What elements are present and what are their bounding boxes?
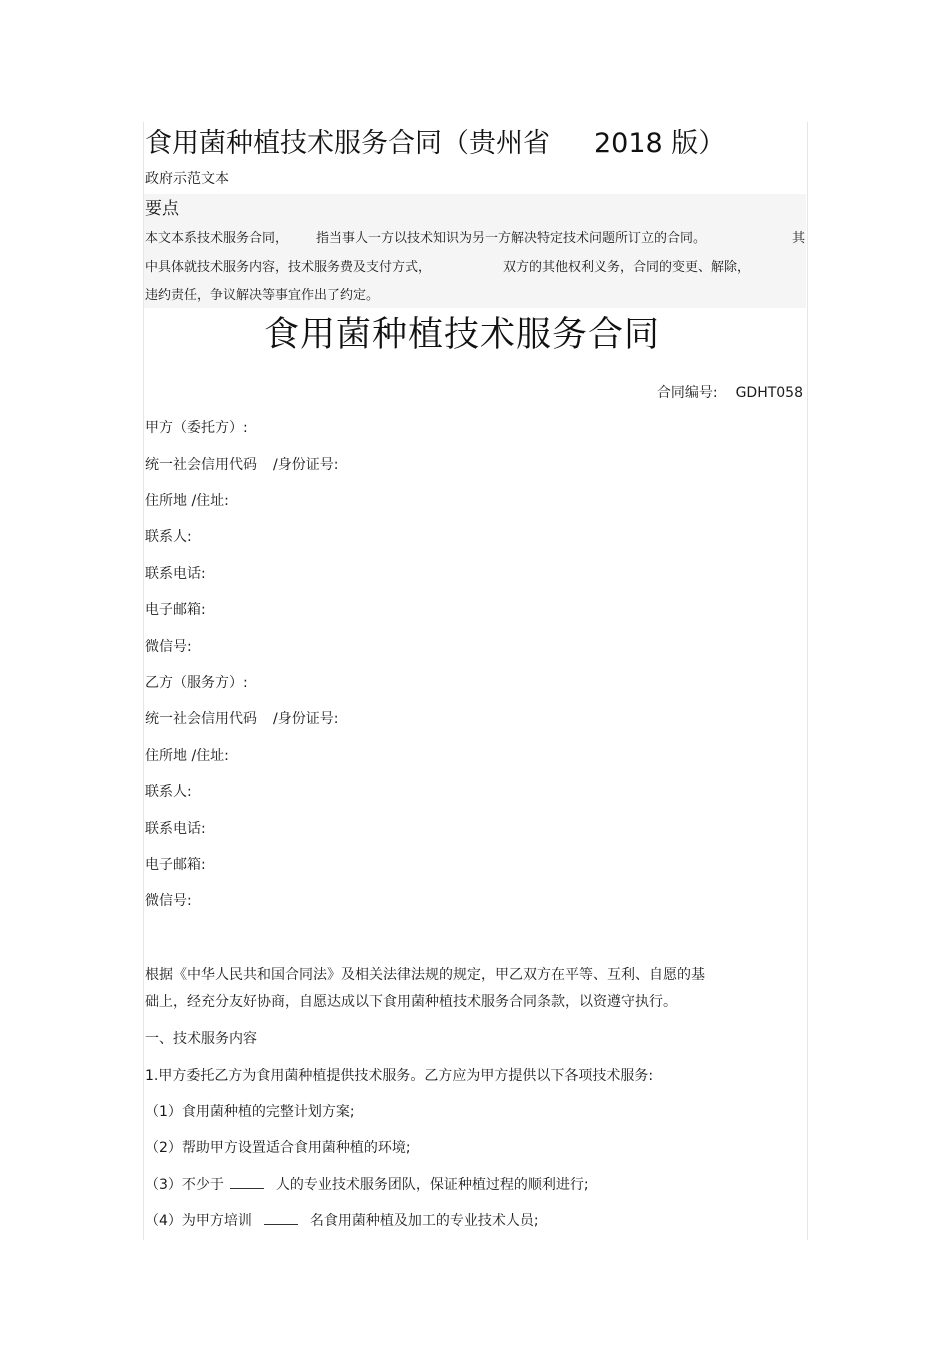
preamble-line-1: 根据《中华人民共和国合同法》及相关法律法规的规定，甲乙双方在平等、互利、自愿的基 [145, 967, 705, 983]
summary-line-2-b: 双方的其他权利义务，合同的变更、解除， [503, 260, 751, 275]
section-1-item-1: （1）食用菌种植的完整计划方案; [145, 1104, 355, 1120]
party-b-wechat-field: 微信号: [145, 893, 192, 909]
summary-line-1-c: 其 [792, 231, 806, 246]
section-1-item-3 [145, 1176, 589, 1194]
summary-line-1-a: 本文本系技术服务合同， [145, 231, 289, 246]
contract-title: 食用菌种植技术服务合同 [264, 315, 661, 355]
section-1-item-2: （2）帮助甲方设置适合食用菌种植的环境; [145, 1140, 411, 1156]
item-3-prefix: （3）不少于 [145, 1177, 224, 1193]
party-b-address-field: 住所地 /住址: [145, 748, 229, 764]
summary-line-3: 违约责任，争议解决等事宜作出了约定。 [145, 288, 380, 303]
document-title [145, 124, 725, 164]
party-a-code-label-1: 统一社会信用代码 [145, 457, 257, 473]
document-title-main: 食用菌种植技术服务合同（贵州省 [145, 128, 550, 159]
item-3-suffix: 人的专业技术服务团队，保证种植过程的顺利进行; [275, 1177, 589, 1193]
party-b-title: 乙方（服务方）: [145, 675, 248, 691]
item-4-blank [264, 1212, 298, 1225]
party-b-code-field [145, 710, 338, 728]
contract-number-value: GDHT058 [735, 385, 803, 401]
document-subtitle: 政府示范文本 [145, 171, 229, 187]
section-1-heading: 一、技术服务内容 [145, 1031, 257, 1047]
party-a-address-field: 住所地 /住址: [145, 493, 229, 509]
party-a-title: 甲方（委托方）: [145, 420, 248, 436]
contract-number [657, 384, 803, 402]
item-3-blank [230, 1176, 264, 1189]
item-4-prefix: （4）为甲方培训 [145, 1213, 252, 1229]
party-a-code-label-2: /身份证号: [273, 457, 339, 473]
party-b-email-field: 电子邮箱: [145, 857, 206, 873]
document-title-year: 2018 版） [594, 128, 726, 159]
party-a-email-field: 电子邮箱: [145, 602, 206, 618]
preamble-line-2: 础上，经充分友好协商，自愿达成以下食用菌种植技术服务合同条款，以资遵守执行。 [145, 994, 677, 1010]
party-b-code-label-1: 统一社会信用代码 [145, 711, 257, 727]
party-b-code-label-2: /身份证号: [273, 711, 339, 727]
summary-line-2-a: 中具体就技术服务内容，技术服务费及支付方式， [145, 260, 432, 275]
section-1-item-4 [145, 1212, 539, 1230]
section-1-clause-1: 1.甲方委托乙方为食用菌种植提供技术服务。乙方应为甲方提供以下各项技术服务: [145, 1068, 654, 1084]
party-a-wechat-field: 微信号: [145, 639, 192, 655]
party-b-phone-field: 联系电话: [145, 821, 206, 837]
summary-heading: 要点 [145, 199, 179, 219]
party-a-contact-field: 联系人: [145, 529, 192, 545]
party-a-code-field [145, 456, 338, 474]
contract-number-label: 合同编号: [656, 385, 718, 401]
item-4-suffix: 名食用菌种植及加工的专业技术人员; [309, 1213, 539, 1229]
party-b-contact-field: 联系人: [145, 784, 192, 800]
summary-line-1-b: 指当事人一方以技术知识为另一方解决特定技术问题所订立的合同。 [316, 231, 707, 246]
party-a-phone-field: 联系电话: [145, 566, 206, 582]
